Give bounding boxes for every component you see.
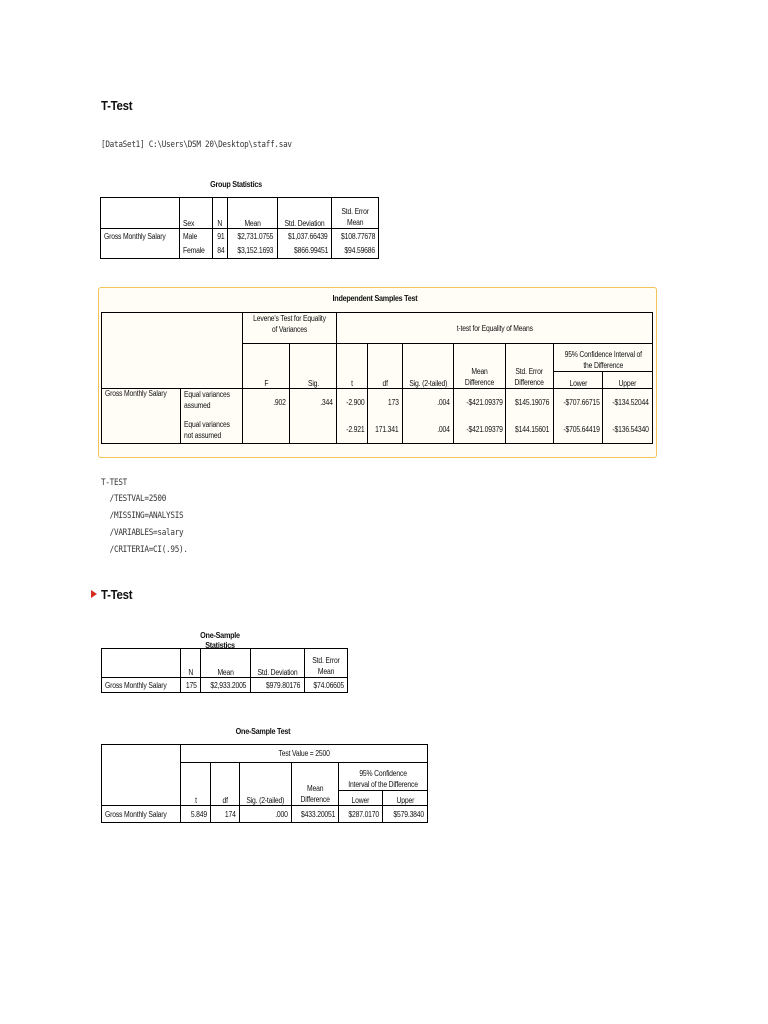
cell-text: $2,933.2005 bbox=[210, 680, 247, 690]
table-cell bbox=[291, 806, 338, 823]
cell-text: .004 bbox=[437, 425, 451, 435]
cell-text: t bbox=[195, 796, 197, 805]
table-cell bbox=[553, 372, 603, 389]
table-cell bbox=[250, 649, 304, 678]
table-cell bbox=[181, 649, 201, 678]
cell-text: .344 bbox=[320, 398, 334, 408]
cell-text: 171.341 bbox=[375, 425, 399, 435]
cell-text: Lower bbox=[569, 379, 587, 388]
table-cell bbox=[603, 417, 653, 444]
cell-text: -$421.09379 bbox=[465, 398, 503, 408]
cell-text: Sig. (2-tailed) bbox=[409, 379, 447, 388]
cell-text: Gross Monthly Salary bbox=[105, 389, 167, 398]
cell-text: Equal variances assumed bbox=[184, 390, 231, 410]
cell-text: df bbox=[382, 379, 388, 388]
cell-text: Test Value = 2500 bbox=[278, 749, 330, 758]
cell-text: Gross Monthly Salary bbox=[105, 809, 167, 819]
row-label bbox=[102, 389, 181, 417]
cell-text: 91 bbox=[217, 231, 225, 241]
table-cell bbox=[290, 344, 337, 389]
cell-text: Std. Error Difference bbox=[514, 367, 544, 387]
one-sample-statistics-caption: One-Sample Statistics bbox=[200, 630, 240, 650]
table-cell bbox=[337, 344, 368, 389]
table-cell bbox=[239, 806, 291, 823]
one-sample-test-caption: One-Sample Test bbox=[235, 726, 291, 736]
table-cell bbox=[506, 417, 553, 444]
cell-text: $2,731.0755 bbox=[237, 231, 274, 241]
syntax-line: /MISSING=ANALYSIS bbox=[101, 511, 184, 521]
table-cell bbox=[201, 678, 250, 693]
cell-text: Std. Deviation bbox=[257, 668, 298, 677]
cell-text: Equal variances not assumed bbox=[184, 419, 231, 440]
arrow-right-icon bbox=[91, 590, 97, 598]
cell-text: Std. Error Mean bbox=[311, 656, 340, 676]
table-cell bbox=[101, 244, 180, 259]
table-cell bbox=[212, 229, 228, 244]
cell-text: .000 bbox=[274, 809, 288, 819]
cell-text: $94.59686 bbox=[344, 246, 376, 256]
table-cell bbox=[228, 244, 277, 259]
cell-text: 5.849 bbox=[191, 809, 208, 819]
cell-text: -2.900 bbox=[345, 398, 365, 408]
cell-text: Lower bbox=[351, 796, 370, 805]
table-cell bbox=[102, 745, 181, 806]
table-cell bbox=[383, 806, 428, 823]
syntax-line: T-TEST bbox=[101, 478, 128, 488]
ttest-heading-1: T-Test bbox=[101, 98, 133, 113]
col-std-err bbox=[331, 198, 378, 229]
table-cell bbox=[201, 649, 250, 678]
cell-text: N bbox=[217, 219, 223, 228]
table-cell bbox=[211, 806, 240, 823]
table-cell bbox=[337, 417, 368, 444]
cell-text: Mean bbox=[244, 219, 261, 228]
cell-text: -$136.54340 bbox=[612, 425, 649, 435]
cell-text: Mean Difference bbox=[300, 784, 330, 804]
table-cell bbox=[454, 344, 506, 389]
table-cell bbox=[243, 417, 290, 444]
table-cell bbox=[603, 389, 653, 417]
table-row bbox=[102, 678, 348, 693]
table-cell bbox=[506, 389, 553, 417]
syntax-line: /VARIABLES=salary bbox=[101, 528, 184, 538]
ttest-header bbox=[337, 313, 653, 344]
cell-text: Sig. bbox=[307, 379, 319, 388]
table-cell bbox=[181, 763, 211, 806]
dataset-path: [DataSet1] C:\Users\DSM 20\Desktop\staff.sav bbox=[101, 140, 292, 150]
independent-samples-caption: Independent Samples Test bbox=[332, 293, 418, 303]
group-statistics-caption: Group Statistics bbox=[210, 179, 262, 189]
row-label-header bbox=[101, 198, 180, 229]
table-cell bbox=[102, 313, 243, 389]
table-row bbox=[102, 806, 428, 823]
table-cell bbox=[211, 763, 240, 806]
table-cell bbox=[181, 678, 201, 693]
group-statistics-table bbox=[100, 197, 379, 259]
cell-text: Gross Monthly Salary bbox=[104, 231, 166, 241]
cell-text: Levene's Test for Equality of Variances bbox=[253, 314, 327, 334]
table-cell bbox=[228, 229, 277, 244]
table-row bbox=[102, 389, 653, 417]
ci-header bbox=[338, 763, 427, 791]
table-cell bbox=[180, 244, 212, 259]
table-cell bbox=[337, 389, 368, 417]
cell-text: 173 bbox=[387, 398, 399, 408]
table-cell bbox=[212, 244, 228, 259]
table-cell bbox=[239, 763, 291, 806]
table-cell bbox=[454, 389, 506, 417]
table-cell bbox=[304, 649, 347, 678]
syntax-line: /CRITERIA=CI(.95). bbox=[101, 545, 188, 555]
table-cell bbox=[603, 372, 653, 389]
table-cell bbox=[243, 344, 290, 389]
cell-text: $579.3840 bbox=[393, 809, 424, 819]
cell-text: 175 bbox=[186, 680, 198, 690]
row-label bbox=[101, 229, 180, 244]
cell-text: .004 bbox=[437, 398, 451, 408]
cell-text: Gross Monthly Salary bbox=[105, 680, 167, 690]
cell-text: $287.0170 bbox=[348, 809, 380, 819]
cell-text: -$705.64419 bbox=[562, 425, 600, 435]
cell-text: -2.921 bbox=[345, 425, 365, 435]
cell-text: Female bbox=[183, 246, 206, 256]
table-cell bbox=[243, 389, 290, 417]
ttest-heading-2: T-Test bbox=[101, 587, 133, 602]
cell-text: -$421.09379 bbox=[465, 425, 503, 435]
table-cell bbox=[250, 678, 304, 693]
table-cell bbox=[454, 417, 506, 444]
cell-text: Std. Error Mean bbox=[341, 207, 369, 227]
table-cell bbox=[290, 389, 337, 417]
table-cell bbox=[277, 244, 331, 259]
cell-text: Sex bbox=[183, 219, 195, 228]
cell-text: Std. Deviation bbox=[284, 219, 325, 228]
ci-header bbox=[553, 344, 652, 372]
table-cell bbox=[506, 344, 553, 389]
one-sample-test-table bbox=[101, 744, 428, 823]
row-label bbox=[102, 806, 181, 823]
table-cell bbox=[338, 791, 383, 806]
cell-text: Mean bbox=[217, 668, 234, 677]
cell-text: Mean Difference bbox=[465, 367, 495, 387]
cell-text: $74.06605 bbox=[312, 680, 344, 690]
cell-text: $1,037.66439 bbox=[288, 231, 328, 241]
cell-text: $108.77678 bbox=[340, 231, 376, 241]
cell-text: Sig. (2-tailed) bbox=[246, 796, 285, 805]
table-cell bbox=[181, 806, 211, 823]
table-cell bbox=[180, 229, 212, 244]
cell-text: t-test for Equality of Means bbox=[456, 323, 533, 333]
row-label bbox=[102, 678, 181, 693]
table-cell bbox=[304, 678, 347, 693]
cell-text: 174 bbox=[225, 809, 236, 819]
table-cell bbox=[290, 417, 337, 444]
cell-text: 84 bbox=[217, 246, 225, 256]
cell-text: N bbox=[188, 668, 194, 677]
cell-text: -$134.52044 bbox=[612, 398, 649, 408]
cell-text: F bbox=[264, 379, 269, 388]
table-cell bbox=[181, 417, 243, 444]
cell-text: $979.80176 bbox=[266, 680, 301, 690]
table-cell bbox=[331, 244, 378, 259]
table-cell bbox=[402, 389, 454, 417]
cell-text: t bbox=[351, 379, 354, 388]
cell-text: 95% Confidence Interval of the Difference bbox=[564, 350, 642, 370]
col-std-dev bbox=[277, 198, 331, 229]
table-cell bbox=[181, 389, 243, 417]
table-cell bbox=[102, 649, 181, 678]
cell-text: $866.99451 bbox=[293, 246, 328, 256]
cell-text: -$707.66715 bbox=[562, 398, 600, 408]
table-cell bbox=[338, 806, 383, 823]
col-n bbox=[212, 198, 228, 229]
table-cell bbox=[368, 389, 403, 417]
cell-text: $3,152.1693 bbox=[237, 246, 274, 256]
cell-text: $144.15601 bbox=[515, 425, 550, 435]
cell-text: df bbox=[222, 796, 228, 805]
cell-text: Male bbox=[183, 231, 198, 241]
independent-samples-table bbox=[101, 312, 653, 444]
table-cell bbox=[553, 389, 603, 417]
table-cell bbox=[368, 417, 403, 444]
table-row bbox=[102, 417, 653, 444]
table-row bbox=[101, 244, 379, 259]
cell-text: .902 bbox=[273, 398, 287, 408]
table-cell bbox=[383, 791, 428, 806]
col-mean bbox=[228, 198, 277, 229]
test-value-header bbox=[181, 745, 428, 763]
cell-text: 95% Confidence Interval of the Difference bbox=[348, 769, 418, 789]
levene-header bbox=[243, 313, 337, 344]
table-cell bbox=[402, 417, 454, 444]
table-cell bbox=[277, 229, 331, 244]
table-cell bbox=[331, 229, 378, 244]
syntax-line: /TESTVAL=2500 bbox=[101, 494, 167, 504]
cell-text: Upper bbox=[396, 796, 415, 805]
table-cell bbox=[368, 344, 403, 389]
table-cell bbox=[102, 417, 181, 444]
cell-text: $145.19076 bbox=[515, 398, 550, 408]
table-cell bbox=[402, 344, 454, 389]
table-cell bbox=[291, 763, 338, 806]
cell-text: $433.20051 bbox=[300, 809, 335, 819]
col-sex bbox=[180, 198, 212, 229]
cell-text: Upper bbox=[618, 379, 637, 388]
one-sample-statistics-table bbox=[101, 648, 348, 693]
table-row bbox=[101, 229, 379, 244]
table-cell bbox=[553, 417, 603, 444]
